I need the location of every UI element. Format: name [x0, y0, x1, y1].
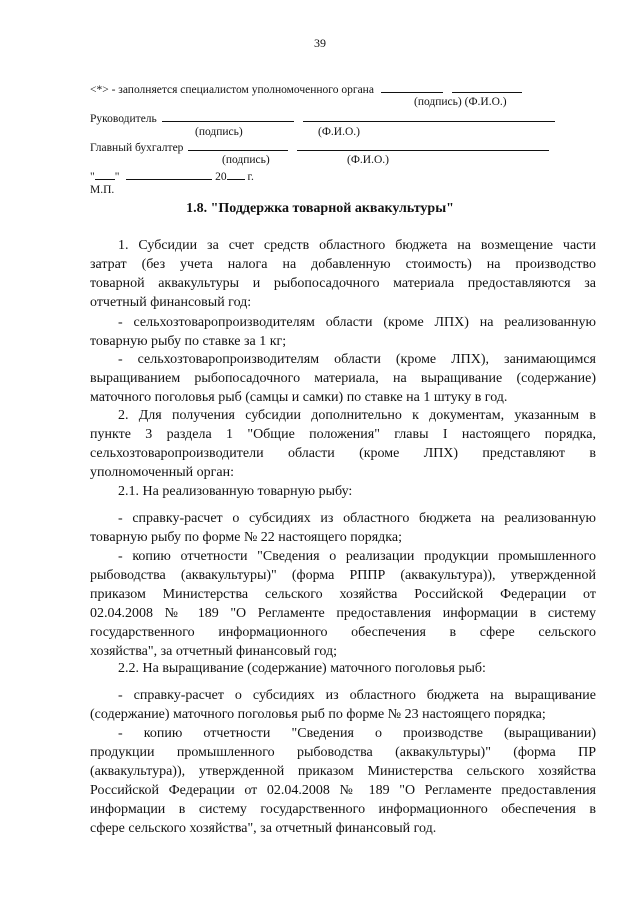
paragraph-line: товарную рыбу по ставке за 1 кг;: [90, 334, 287, 349]
paragraph: [90, 313, 596, 351]
paragraph-line: пункте 3 раздела 1 "Общие положения" главы I настоящего порядка,: [90, 427, 596, 442]
paragraph-line: 02.04.2008 № 189 "О Регламенте предоставления информации в систему: [90, 606, 596, 621]
specialist-note-text: <*> - заполняется специалистом уполномоченного органа: [90, 84, 374, 96]
director-fio-caption: (Ф.И.О.): [318, 126, 360, 138]
director-row: [90, 111, 555, 125]
paragraph-line: товарную рыбу по форме № 22 настоящего порядка;: [90, 530, 402, 545]
date-day-line: [95, 169, 115, 180]
paragraph-line: отчетный финансовый год:: [90, 295, 252, 310]
paragraph-line: 2. Для получения субсидии дополнительно к документам, указанным в: [118, 408, 596, 423]
paragraph-line: Российской Федерации от 02.04.2008 № 189 "О Регламенте предоставления: [90, 783, 596, 798]
date-row: [90, 169, 254, 183]
page-number: 39: [314, 36, 326, 50]
paragraph: [90, 350, 596, 407]
accountant-fio-line: [297, 140, 549, 151]
paragraph: [90, 509, 596, 547]
paragraph-line: 2.1. На реализованную товарную рыбу:: [118, 484, 353, 499]
paragraph-line: - сельхозтоваропроизводителям области (кроме ЛПХ) на реализованную: [118, 315, 596, 330]
paragraph-line: продукции промышленного рыбоводства (аквакультуры)" (форма ПР: [90, 745, 596, 760]
paragraph-line: товарной аквакультуры и рыбопосадочного материала предоставляются за: [90, 276, 596, 291]
paragraph-line: сфере сельского хозяйства", за отчетный финансовый год.: [90, 821, 437, 836]
date-year: 20: [215, 171, 227, 183]
paragraph-line: приказом Министерства сельского хозяйства Российской Федерации от: [90, 587, 596, 602]
signature-line: [381, 82, 443, 93]
paragraph-line: - сельхозтоваропроизводителям области (кроме ЛПХ), занимающимся: [118, 352, 596, 367]
director-label: Руководитель: [90, 113, 157, 125]
paragraph-line: - справку-расчет о субсидиях из областного бюджета на выращивание: [118, 688, 596, 703]
accountant-signature-line: [188, 140, 288, 151]
director-fio-line: [303, 111, 555, 122]
director-sig-caption: (подпись): [195, 126, 243, 138]
paragraph-line: 2.2. На выращивание (содержание) маточного поголовья рыб:: [118, 661, 486, 676]
director-signature-line: [162, 111, 294, 122]
date-quote-open: ": [90, 171, 95, 183]
specialist-note: [90, 82, 522, 96]
paragraph-line: - копию отчетности "Сведения о реализации продукции промышленного: [118, 549, 596, 564]
paragraph-line: рыбоводства (аквакультуры)" (форма РППР (аквакультура)), утвержденной: [90, 568, 596, 583]
paragraph-line: выращиванием рыбопосадочного материала, на выращивание (содержание): [90, 371, 596, 386]
paragraph-line: затрат (без учета налога на добавленную стоимость) на производство: [90, 257, 596, 272]
paragraph-line: информации в систему государственного информационного обеспечения в: [90, 802, 596, 817]
paragraph-line: маточного поголовья рыб (самцы и самки) по ставке на 1 штуку в год.: [90, 390, 508, 405]
paragraph-line: (аквакультура)), утвержденной приказом Министерства сельского хозяйства: [90, 764, 596, 779]
paragraph-line: уполномоченный орган:: [90, 465, 234, 480]
paragraph: [90, 686, 596, 724]
accountant-sig-caption: (подпись): [222, 154, 270, 166]
paragraph: [90, 236, 596, 312]
paragraph-line: (содержание) маточного поголовья рыб по форме № 23 настоящего порядка;: [90, 707, 546, 722]
stamp-placeholder: М.П.: [90, 184, 115, 196]
accountant-row: [90, 140, 549, 154]
paragraph: [90, 724, 596, 838]
accountant-label: Главный бухгалтер: [90, 142, 184, 154]
section-title: 1.8. "Поддержка товарной аквакультуры": [186, 201, 454, 216]
paragraph: [90, 659, 596, 678]
accountant-fio-caption: (Ф.И.О.): [347, 154, 389, 166]
paragraph: [90, 547, 596, 661]
paragraph-line: - справку-расчет о субсидиях из областного бюджета на реализованную: [118, 511, 596, 526]
paragraph-line: хозяйства", за отчетный финансовый год;: [90, 644, 338, 659]
paragraph-line: государственного информационного обеспечения в сфере сельского: [90, 625, 596, 640]
paragraph: [90, 482, 596, 501]
paragraph-line: - копию отчетности "Сведения о производстве (выращивании): [118, 726, 596, 741]
fio-line: [452, 82, 522, 93]
paragraph: [90, 406, 596, 482]
date-suffix: г.: [247, 171, 254, 183]
date-year-line: [227, 169, 245, 180]
note-caption: (подпись) (Ф.И.О.): [414, 96, 507, 108]
paragraph-line: 1. Субсидии за счет средств областного бюджета на возмещение части: [118, 238, 596, 253]
date-quote-close: ": [114, 171, 120, 183]
paragraph-line: сельхозтоваропроизводители области (кроме ЛПХ) представляют в: [90, 446, 596, 461]
date-month-line: [126, 169, 212, 180]
